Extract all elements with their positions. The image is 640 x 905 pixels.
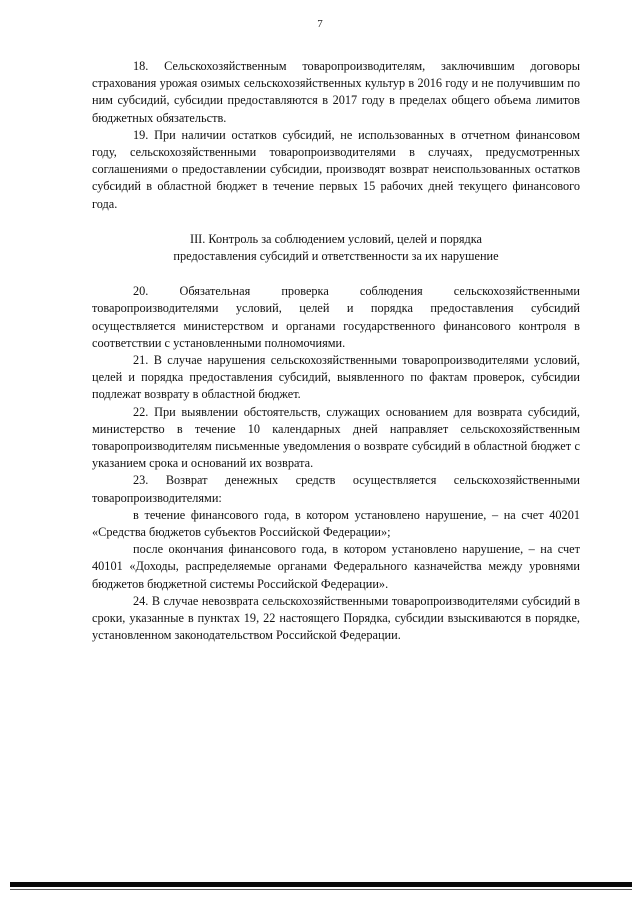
paragraph-21: 21. В случае нарушения сельскохозяйственными товаропроизводителями условий, целей и порядка предоставления субсидий, выявленного по фактам проверок, субсидии подлежат возврату в областной бюджет. (92, 353, 580, 402)
paragraph-23-item-2: после окончания финансового года, в котором установлено нарушение, – на счет 40101 «Доходы, распределяемые органами Федерального казначейства между уровнями бюджетов бюджетной системы Российской Федерации». (92, 542, 580, 591)
paragraph-20: 20. Обязательная проверка соблюдения сельскохозяйственными товаропроизводителями условий, целей и порядка предоставления субсидий осуществляется министерством и органами государственного финансового контроля в соответствии с установленными полномочиями. (92, 284, 580, 350)
paragraph-19: 19. При наличии остатков субсидий, не использованных в отчетном финансовом году, сельскохозяйственными товаропроизводителями в случаях, предусмотренных соглашениями о предоставлении субсидии, производят возврат неиспользованных остатков субсидий в областной бюджет в течение первых 15 рабочих дней текущего финансового года. (92, 127, 580, 211)
paragraph-18: 18. Сельскохозяйственным товаропроизводителям, заключившим договоры страхования урожая озимых сельскохозяйственных культур в 2016 году и не получившим по ним субсидий, субсидии предоставляются в 2017 году в пределах общего объема лимитов бюджетных обязательств. (92, 59, 580, 125)
section-heading-line-1: III. Контроль за соблюдением условий, целей и порядка (189, 231, 483, 246)
page-number: 7 (317, 18, 323, 30)
paragraph-23: 23. Возврат денежных средств осуществляется сельскохозяйственными товаропроизводителями: (92, 473, 580, 505)
paragraph-24: 24. В случае невозврата сельскохозяйственными товаропроизводителями субсидий в сроки, указанные в пунктах 19, 22 настоящего Порядка, субсидии взыскиваются в порядке, установленном законодательством Российской Федерации. (92, 593, 580, 643)
paragraph-23-item-1: в течение финансового года, в котором установлено нарушение, – на счет 40201 «Средства бюджетов субъектов Российской Федерации»; (92, 507, 580, 540)
section-heading-line-2: предоставления субсидий и ответственности за их нарушение (173, 249, 499, 264)
document-body (92, 58, 580, 645)
bottom-scan-border (10, 882, 632, 887)
section-heading-iii (92, 231, 580, 265)
paragraph-22: 22. При выявлении обстоятельств, служащих основанием для возврата субсидий, министерство в течение 10 календарных дней направляет сельскохозяйственным товаропроизводителям письменные уведомления о возврате субсидий в областной бюджет с указанием срока и оснований их возврата. (92, 404, 580, 471)
bottom-scan-border-thin (10, 889, 632, 890)
